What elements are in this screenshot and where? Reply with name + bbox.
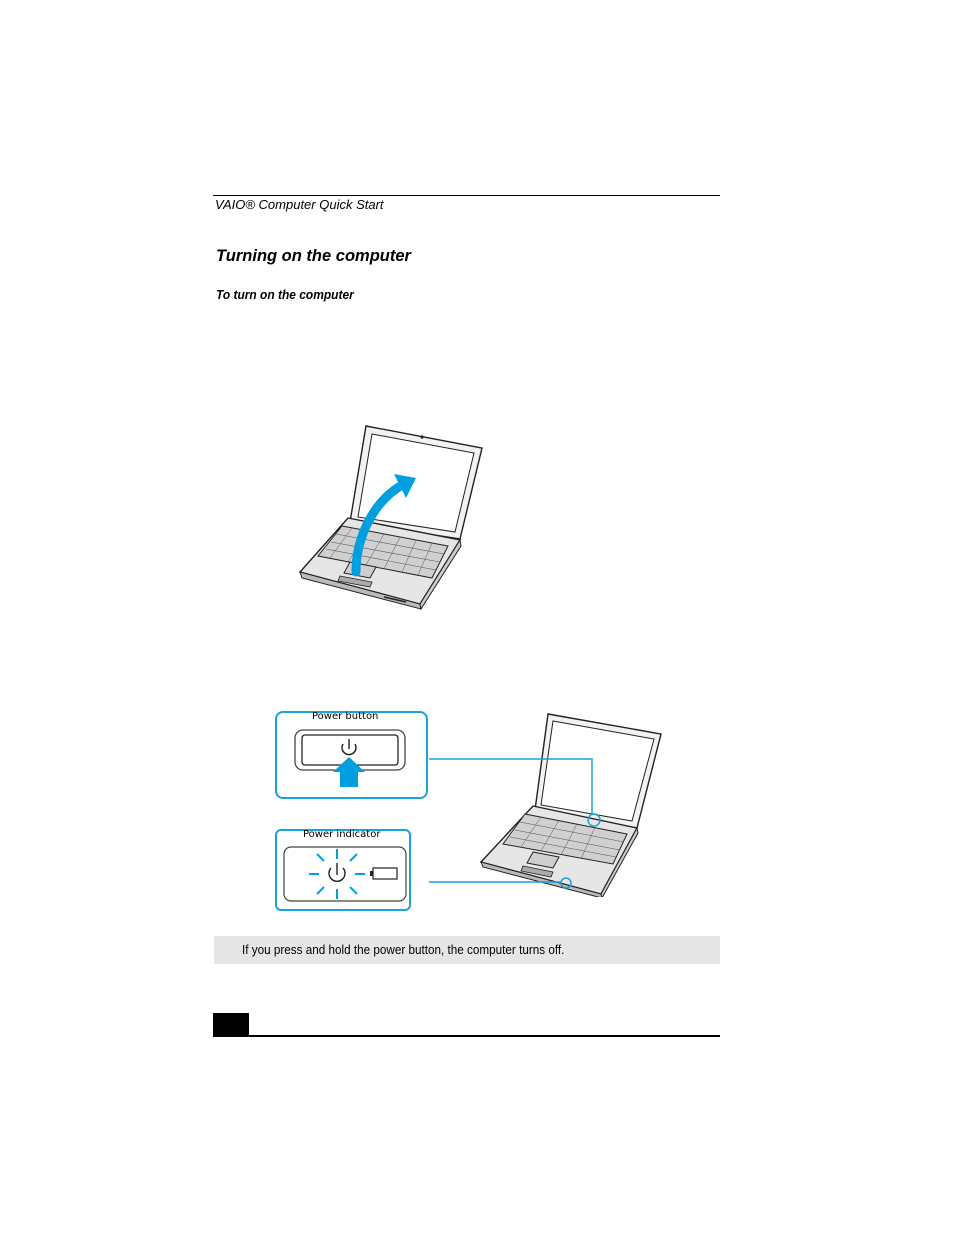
footer-rule — [213, 1035, 720, 1037]
power-button-label: Power button — [312, 711, 379, 722]
power-button-detail — [293, 728, 407, 788]
power-indicator-label: Power indicator — [303, 829, 381, 840]
power-indicator-detail — [283, 845, 407, 903]
open-lid-illustration — [298, 422, 488, 610]
laptop-power-illustration — [429, 712, 664, 897]
note-text: If you press and hold the power button, the computer turns off. — [242, 942, 565, 957]
page-number-tab — [213, 1013, 249, 1037]
header-rule — [213, 195, 720, 196]
section-title: Turning on the computer — [216, 247, 411, 265]
running-head: VAIO® Computer Quick Start — [215, 197, 384, 212]
procedure-title: To turn on the computer — [216, 287, 354, 302]
battery-icon — [370, 868, 397, 879]
